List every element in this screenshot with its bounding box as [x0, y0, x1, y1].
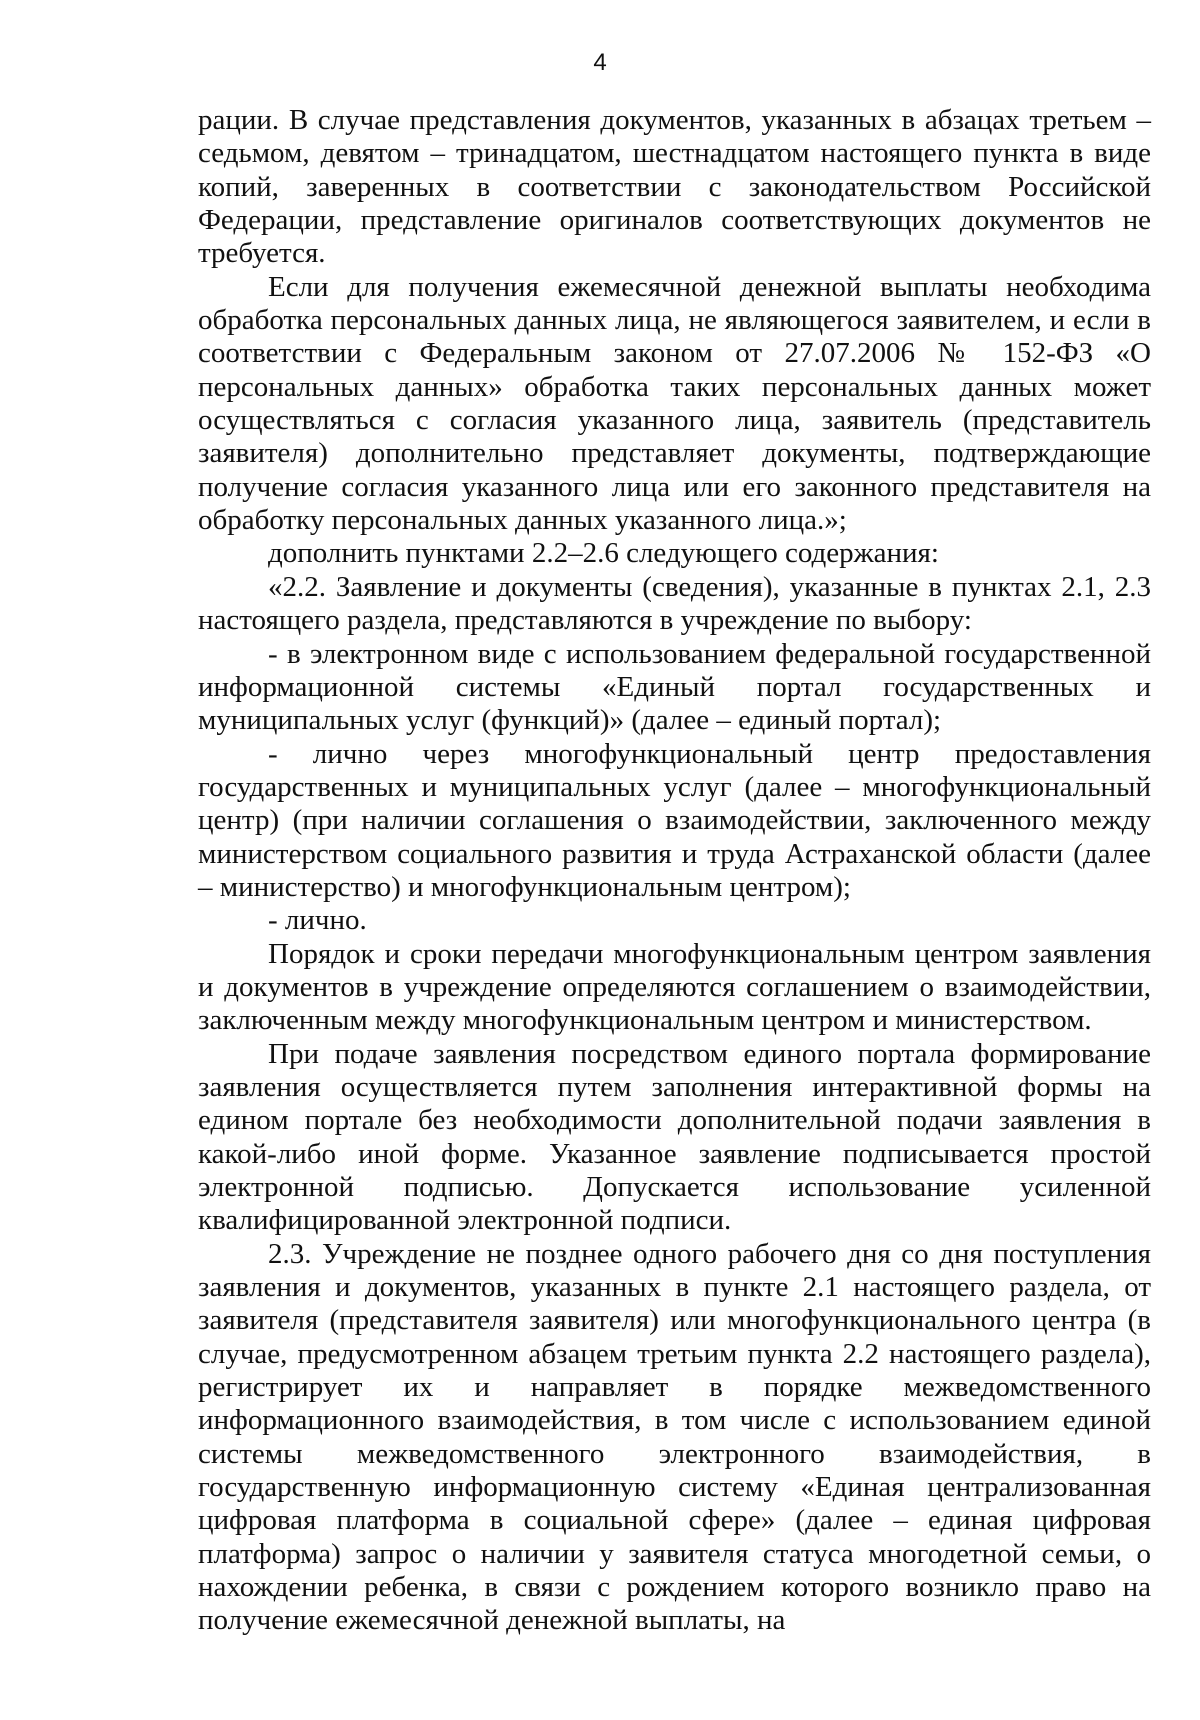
paragraph: «2.2. Заявление и документы (сведения), указанные в пунктах 2.1, 2.3 настоящего раздела, представляются в учреждение по выбору:	[198, 570, 1151, 637]
paragraph: рации. В случае представления документов, указанных в абзацах третьем – седьмом, девятом – тринадцатом, шестнадцатом настоящего пункта в виде копий, заверенных в соответствии с законодательством Российской Федерации, представление оригиналов соответствующих документов не требуется.	[198, 104, 1151, 270]
document-body	[198, 104, 1151, 1638]
paragraph: При подаче заявления посредством единого портала формирование заявления осуществляется путем заполнения интерактивной формы на едином портале без необходимости дополнительной подачи заявления в какой-либо иной форме. Указанное заявление подписывается простой электронной подписью. Допускается использование усиленной квалифицированной электронной подписи.	[198, 1037, 1151, 1237]
list-item: - лично.	[268, 904, 367, 937]
paragraph: дополнить пунктами 2.2–2.6 следующего содержания:	[268, 537, 939, 570]
paragraph: Порядок и сроки передачи многофункциональным центром заявления и документов в учреждение определяются соглашением о взаимодействии, заключенным между многофункциональным центром и министерством.	[198, 937, 1151, 1037]
list-item: - в электронном виде с использованием федеральной государственной информационной системы «Единый портал государственных и муниципальных услуг (функций)» (далее – единый портал);	[198, 637, 1151, 737]
list-item: - лично через многофункциональный центр предоставления государственных и муниципальных услуг (далее – многофункциональный центр) (при наличии соглашения о взаимодействии, заключенного между министерством социального развития и труда Астраханской области (далее – министерство) и многофункциональным центром);	[198, 737, 1151, 903]
paragraph: 2.3. Учреждение не позднее одного рабочего дня со дня поступления заявления и документов, указанных в пункте 2.1 настоящего раздела, от заявителя (представителя заявителя) или многофункционального центра (в случае, предусмотренном абзацем третьим пункта 2.2 настоящего раздела), регистрирует их и направляет в порядке межведомственного информационного взаимодействия, в том числе с использованием единой системы межведомственного электронного взаимодействия, в государственную информационную систему «Единая централизованная цифровая платформа в социальной сфере» (далее – единая цифровая платформа) запрос о наличии у заявителя статуса многодетной семьи, о нахождении ребенка, в связи с рождением которого возникло право на получение ежемесячной денежной выплаты, на	[198, 1237, 1151, 1637]
paragraph: Если для получения ежемесячной денежной выплаты необходима обработка персональных данных лица, не являющегося заявителем, и если в соответствии с Федеральным законом от 27.07.2006 № 152-ФЗ «О персональных данных» обработка таких персональных данных может осуществляться с согласия указанного лица, заявитель (представитель заявителя) дополнительно представляет документы, подтверждающие получение согласия указанного лица или его законного представителя на обработку персональных данных указанного лица.»;	[198, 270, 1151, 537]
page-number: 4	[593, 49, 607, 76]
